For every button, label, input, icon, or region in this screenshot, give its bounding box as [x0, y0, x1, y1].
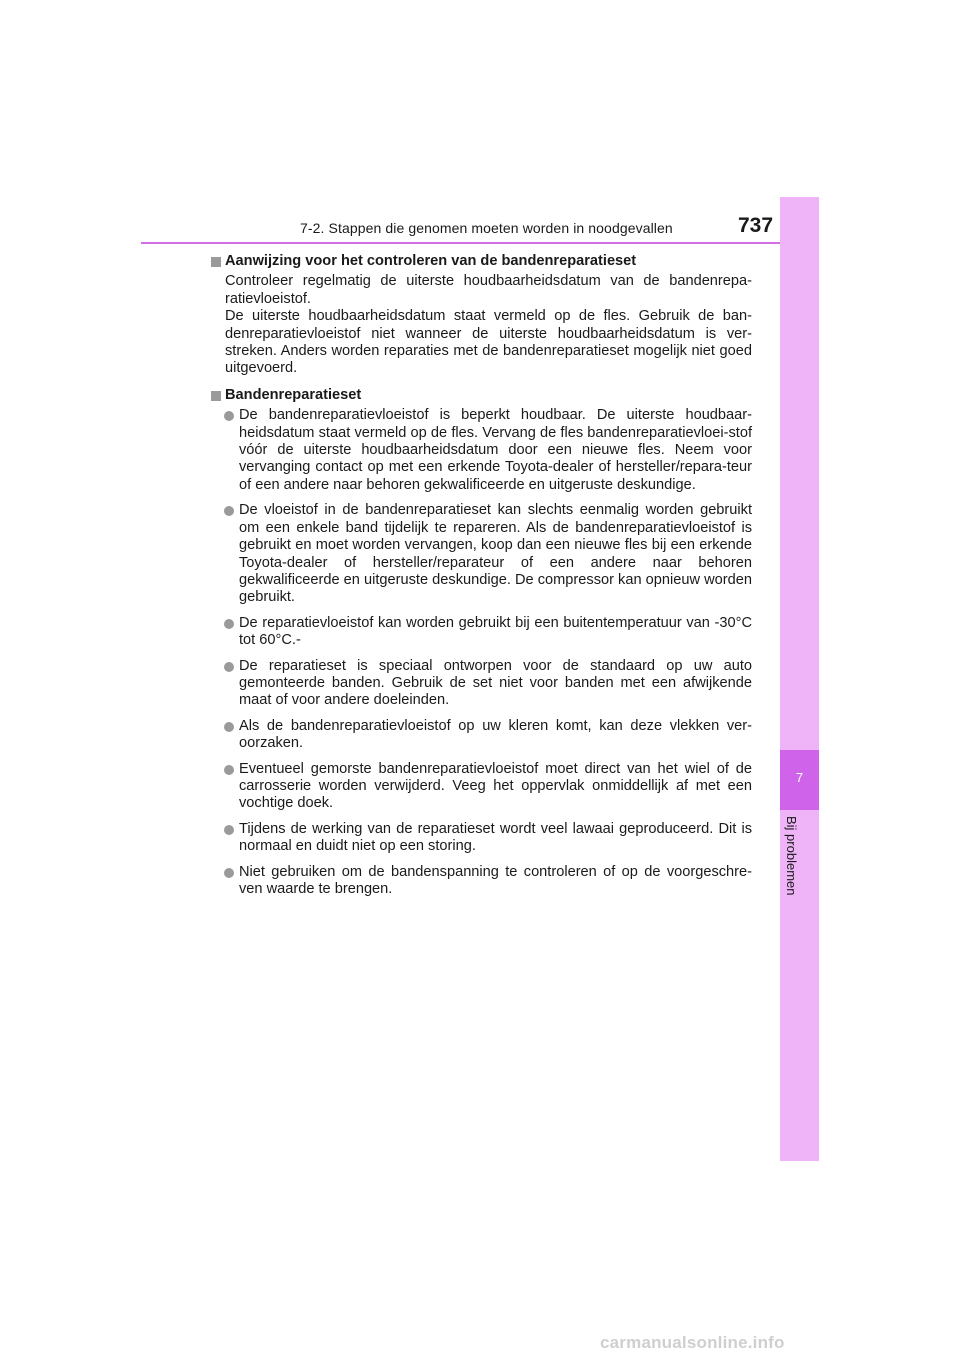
page-content — [210, 253, 752, 907]
list-item-text: Tijdens de werking van de reparatieset wordt veel lawaai geproduceerd. Dit is normaal en duidt niet op een storing. — [239, 820, 752, 855]
list-item — [210, 658, 752, 710]
list-item — [210, 864, 752, 899]
page-number: 737 — [738, 214, 774, 237]
list-item — [210, 761, 752, 813]
circle-bullet-icon — [224, 662, 234, 672]
section-heading-text: Bandenreparatieset — [225, 386, 362, 403]
list-item-text: Eventueel gemorste bandenreparatievloeistof moet direct van het wiel of de carrosserie worden verwijderd. Veeg het oppervlak onmiddellijk af met een vochtige doek. — [239, 760, 752, 812]
list-item-text: De vloeistof in de bandenreparatieset kan slechts eenmalig worden gebruikt om een enkele band tijdelijk te repareren. Als de bandenreparatievloeistof is gebruikt en moet worden vervangen, koop dan een nieuwe fles bij een erkende Toyota-dealer of hersteller/reparateur of een andere naar behoren gekwalificeerde en uitgeruste deskundige. De compressor kan opnieuw worden gebruikt. — [239, 502, 752, 606]
header-rule — [141, 242, 819, 244]
circle-bullet-icon — [224, 506, 234, 516]
running-header-section: 7-2. Stappen die genomen moeten worden in noodgevallen — [300, 220, 673, 236]
square-bullet-icon — [211, 391, 221, 401]
list-item-text: De reparatieset is speciaal ontworpen voor de standaard op uw auto gemonteerde banden. Gebruik de set niet voor banden met een afwijkende maat of voor andere doeleinden. — [239, 657, 752, 709]
list-item — [210, 718, 752, 753]
section-repair-kit — [210, 387, 752, 899]
list-item-text: Als de bandenreparatievloeistof op uw kleren komt, kan deze vlekken ver-oorzaken. — [239, 717, 752, 752]
circle-bullet-icon — [224, 868, 234, 878]
paragraph: De uiterste houdbaarheidsdatum staat vermeld op de fles. Gebruik de ban-denreparatievloeistof niet wanneer de uiterste houdbaarheidsdatum is ver-streken. Anders worden reparaties met de bandenreparatieset mogelijk niet goed uitgevoerd. — [225, 308, 752, 377]
circle-bullet-icon — [224, 825, 234, 835]
section-inspection-hint — [210, 253, 752, 378]
list-item — [210, 407, 752, 494]
section-heading-text: Aanwijzing voor het controleren van de bandenreparatieset — [225, 253, 637, 269]
list-item-text: Niet gebruiken om de bandenspanning te controleren of op de voorgeschre-ven waarde te brengen. — [239, 863, 752, 897]
chapter-side-band — [780, 197, 819, 1161]
watermark: carmanualsonline.info — [600, 1333, 785, 1352]
circle-bullet-icon — [224, 411, 234, 421]
list-item — [210, 502, 752, 606]
circle-bullet-icon — [224, 619, 234, 629]
bullet-list — [210, 407, 752, 898]
list-item — [210, 821, 752, 856]
chapter-number: 7 — [795, 770, 804, 785]
chapter-label: Bij problemen — [784, 816, 799, 896]
circle-bullet-icon — [224, 765, 234, 775]
list-item-text: De reparatievloeistof kan worden gebruikt bij een buitentemperatuur van -30°C tot 60°C.- — [239, 614, 752, 649]
paragraph: Controleer regelmatig de uiterste houdbaarheidsdatum van de bandenrepa-ratievloeistof. — [225, 273, 752, 307]
section-heading — [210, 253, 752, 270]
list-item — [210, 615, 752, 650]
square-bullet-icon — [211, 257, 221, 267]
section-heading — [210, 387, 752, 404]
circle-bullet-icon — [224, 722, 234, 732]
list-item-text: De bandenreparatievloeistof is beperkt houdbaar. De uiterste houdbaar-heidsdatum staat vermeld op de fles. Vervang de fles bandenreparatievloei-stof vóór de uiterste houdbaarheidsdatum door een nieuwe fles. Neem voor vervanging contact op met een erkende Toyota-dealer of hersteller/repara-teur of een andere naar behoren gekwalificeerde en uitgeruste deskundige. — [239, 407, 752, 493]
